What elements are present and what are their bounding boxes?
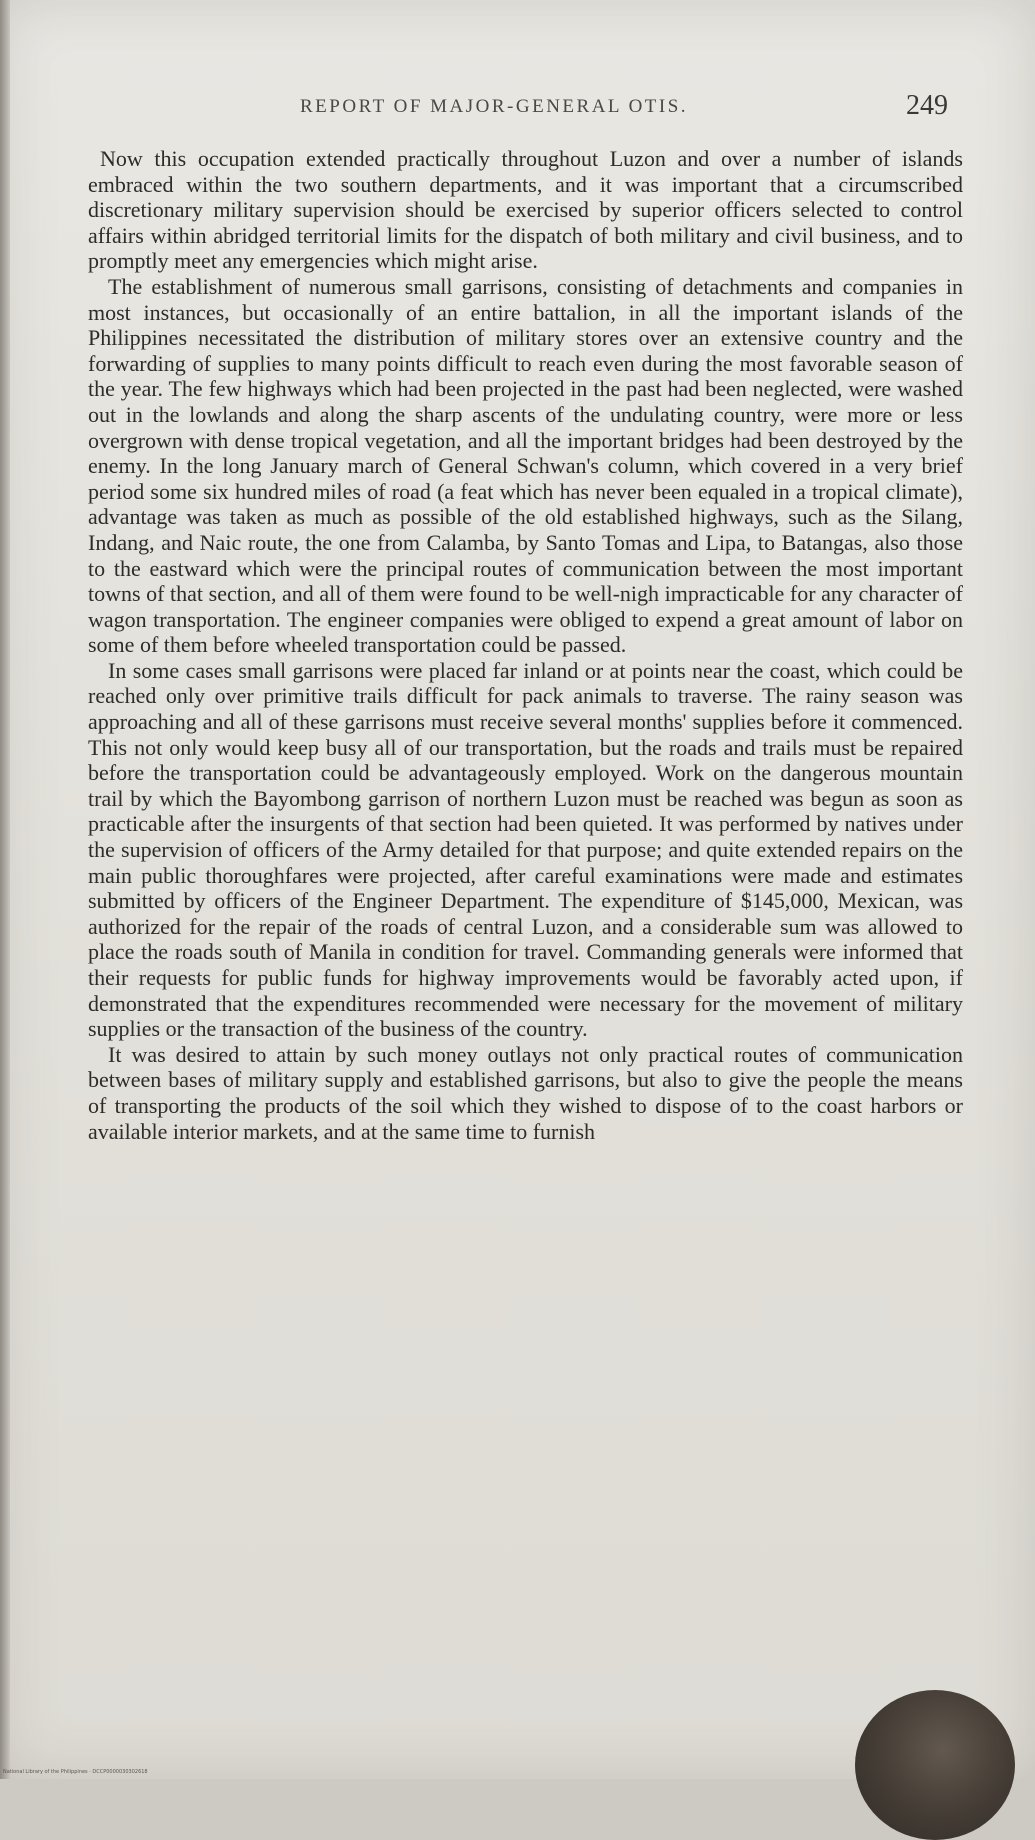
- page-number: 249: [906, 90, 948, 121]
- paragraph: It was desired to attain by such money outlays not only practical routes of communication between bases of military supply and established garrisons, but also to give the people the means of transporting the products of the soil which they wished to dispose of to the coast harbors or available interior markets, and at the same time to furnish: [88, 1041, 963, 1144]
- running-title: REPORT OF MAJOR-GENERAL OTIS.: [300, 96, 689, 117]
- paragraph: Now this occupation extended practically throughout Luzon and over a number of islands embraced within the two southern departments, and it was important that a circumscribed discretionary military supervision should be exercised by superior officers selected to control affairs within abridged territorial limits for the dispatch of both military and civil business, and to promptly meet any emergencies which might arise.: [88, 146, 963, 274]
- paragraph: In some cases small garrisons were placed far inland or at points near the coast, which could be reached only over primitive trails difficult for pack animals to traverse. The rainy season was approaching and all of these garrisons must receive several months' supplies before it commenced. This not only would keep busy all of our transportation, but the roads and trails must be repaired before the transportation could be advantageously employed. Work on the dangerous mountain trail by which the Bayombong garrison of northern Luzon must be reached was begun as soon as practicable after the insurgents of that section had been quieted. It was performed by natives under the supervision of officers of the Army detailed for that purpose; and quite extended repairs on the main public thoroughfares were projected, after careful examinations were made and estimates submitted by officers of the Engineer Department. The expenditure of $145,000, Mexican, was authorized for the repair of the roads of central Luzon, and a considerable sum was allowed to place the roads south of Manila in condition for travel. Commanding generals were informed that their requests for public funds for highway improvements would be favorably acted upon, if demonstrated that the expenditures recommended were necessary for the movement of military supplies or the transaction of the business of the country.: [88, 657, 963, 1042]
- scan-credit: National Library of the Philippines · DCCP0000030302618: [3, 1769, 148, 1775]
- body-text: [88, 146, 963, 1144]
- scanner-thumb: [855, 1690, 1015, 1840]
- binding-edge: [0, 0, 10, 1779]
- paragraph: The establishment of numerous small garrisons, consisting of detachments and companies in most instances, but occasionally of an entire battalion, in all the important islands of the Philippines necessitated the distribution of military stores over an extensive country and the forwarding of supplies to many points difficult to reach even during the most favorable season of the year. The few highways which had been projected in the past had been neglected, were washed out in the lowlands and along the sharp ascents of the undulating country, were more or less overgrown with dense tropical vegetation, and all the important bridges had been destroyed by the enemy. In the long January march of General Schwan's column, which covered in a very brief period some six hundred miles of road (a feat which has never been equaled in a tropical climate), advantage was taken as much as possible of the old established highways, such as the Silang, Indang, and Naic route, the one from Calamba, by Santo Tomas and Lipa, to Batangas, also those to the eastward which were the principal routes of communication between the most important towns of that section, and all of them were found to be well-nigh impracticable for any character of wagon transportation. The engineer companies were obliged to expend a great amount of labor on some of them before wheeled transportation could be passed.: [88, 273, 963, 658]
